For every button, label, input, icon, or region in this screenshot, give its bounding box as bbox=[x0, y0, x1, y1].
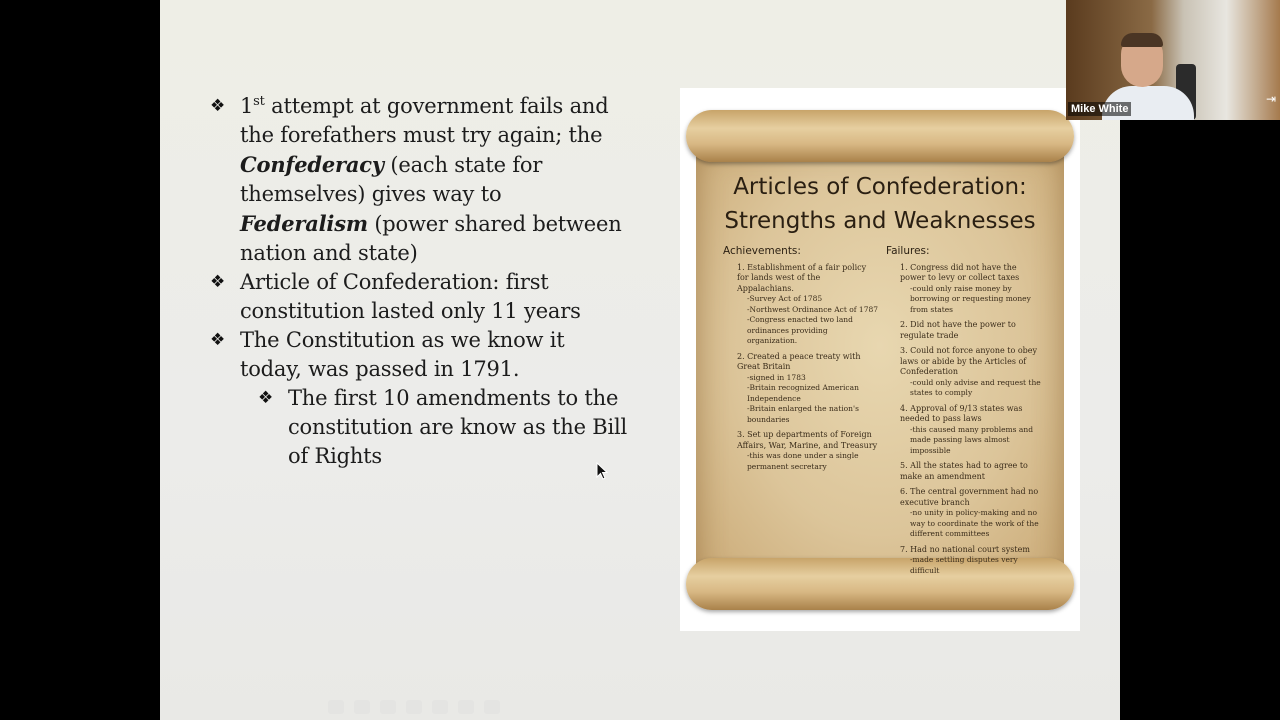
achievements-item bbox=[737, 352, 878, 426]
bullet-text-part: The Constitution as we know it today, was passed in 1791. bbox=[240, 328, 565, 381]
failures-item bbox=[900, 545, 1044, 577]
achievements-item-detail: -Britain enlarged the nation's boundaries bbox=[747, 404, 859, 424]
diamond-bullet-icon: ❖ bbox=[210, 96, 226, 116]
participant-name-label: Mike White bbox=[1068, 102, 1131, 116]
slide-bullet bbox=[210, 268, 630, 326]
slides-grid-icon[interactable] bbox=[406, 700, 422, 714]
achievements-item-detail: -Northwest Ordinance Act of 1787 bbox=[747, 304, 879, 314]
bullet-text-part: st bbox=[253, 94, 265, 109]
participant-hair bbox=[1121, 33, 1163, 47]
failures-item-detail: -could only advise and request the states to comply bbox=[910, 377, 1041, 397]
achievements-item-detail: -signed in 1783 bbox=[747, 372, 806, 382]
slide-bullet bbox=[210, 326, 630, 384]
achievements-item-detail: -Britain recognized American Independence bbox=[747, 383, 859, 403]
emphasized-term: Confederacy bbox=[240, 152, 384, 177]
achievements-item-detail: -Survey Act of 1785 bbox=[747, 294, 823, 303]
slide-bullet bbox=[210, 92, 630, 268]
slide-sub-bullet bbox=[258, 384, 630, 471]
diamond-bullet-icon: ❖ bbox=[210, 330, 226, 350]
failures-heading: Failures: bbox=[886, 245, 930, 257]
failures-item-heading: 5. All the states had to agree to make an amendment bbox=[900, 461, 1028, 481]
bullet-text-part: (each state for themselves) gives way to bbox=[240, 153, 543, 206]
emphasized-term: Federalism bbox=[240, 211, 368, 236]
bullet-text-part: 1 bbox=[240, 94, 254, 118]
failures-item bbox=[900, 346, 1044, 399]
diamond-bullet-icon: ❖ bbox=[258, 388, 274, 408]
slide-bullet-list bbox=[210, 92, 630, 471]
scroll-title: Articles of Confederation: Strengths and Weaknesses bbox=[724, 174, 1036, 234]
presentation-slide bbox=[160, 0, 1120, 720]
failures-item bbox=[900, 263, 1044, 316]
failures-item bbox=[900, 320, 1044, 341]
parchment-scroll bbox=[680, 88, 1080, 631]
failures-item-detail: -this caused many problems and made passing laws almost impossible bbox=[910, 424, 1034, 455]
bullet-text bbox=[240, 92, 630, 268]
mouse-cursor-icon bbox=[596, 462, 608, 480]
diamond-bullet-icon: ❖ bbox=[210, 272, 226, 292]
next-slide-icon[interactable] bbox=[354, 700, 370, 714]
sub-bullet-text: The first 10 amendments to the constitution are know as the Bill of Rights bbox=[288, 386, 628, 468]
failures-item-heading: 7. Had no national court system bbox=[900, 544, 1030, 554]
zoom-icon[interactable] bbox=[432, 700, 448, 714]
failures-item-detail: -no unity in policy-making and no way to coordinate the work of the different committees bbox=[910, 508, 1039, 538]
achievements-item-detail: -Congress enacted two land ordinances providing organization. bbox=[747, 315, 853, 345]
achievements-item-heading: 2. Created a peace treaty with Great Britain bbox=[737, 351, 861, 371]
failures-item bbox=[900, 461, 1044, 482]
failures-item-heading: 4. Approval of 9/13 states was needed to pass laws bbox=[900, 403, 1023, 423]
failures-column bbox=[886, 246, 1044, 581]
achievements-item bbox=[737, 263, 878, 347]
failures-item-heading: 6. The central government had no executive branch bbox=[900, 487, 1039, 507]
bullet-text-part: Article of Confederation: first constitution lasted only 11 years bbox=[240, 270, 581, 323]
bullet-text-part: (power shared between nation and state) bbox=[240, 212, 622, 265]
bullet-text-part: attempt at government fails and the forefathers must try again; the bbox=[240, 94, 609, 147]
achievements-item bbox=[737, 430, 878, 472]
achievements-column bbox=[723, 246, 878, 477]
video-thumbnail[interactable] bbox=[1066, 0, 1280, 120]
achievements-item-heading: 3. Set up departments of Foreign Affairs, War, Marine, and Treasury bbox=[737, 430, 878, 450]
failures-item-heading: 2. Did not have the power to regulate trade bbox=[900, 320, 1016, 340]
scroll-image bbox=[680, 88, 1080, 631]
achievements-item-detail: -this was done under a single permanent secretary bbox=[747, 451, 859, 471]
scroll-top-roll bbox=[686, 110, 1074, 162]
pen-icon[interactable] bbox=[380, 700, 396, 714]
failures-item bbox=[900, 404, 1044, 457]
slide-toolbar bbox=[328, 700, 500, 714]
failures-item-heading: 1. Congress did not have the power to levy or collect taxes bbox=[900, 262, 1020, 282]
more-options-icon[interactable] bbox=[484, 700, 500, 714]
failures-item-heading: 3. Could not force anyone to obey laws or abide by the Articles of Confederation bbox=[900, 346, 1038, 376]
achievements-heading: Achievements: bbox=[723, 245, 801, 257]
achievements-item-heading: 1. Establishment of a fair policy for lands west of the Appalachians. bbox=[737, 262, 867, 293]
failures-item-detail: -made settling disputes very difficult bbox=[910, 555, 1018, 575]
prev-slide-icon[interactable] bbox=[328, 700, 344, 714]
failures-item-detail: -could only raise money by borrowing or requesting money from states bbox=[910, 283, 1031, 314]
bullet-text bbox=[240, 326, 630, 384]
subtitles-icon[interactable] bbox=[458, 700, 474, 714]
bullet-text bbox=[240, 268, 630, 326]
pin-arrow-icon[interactable]: ⇥ bbox=[1265, 92, 1276, 106]
failures-item bbox=[900, 487, 1044, 540]
